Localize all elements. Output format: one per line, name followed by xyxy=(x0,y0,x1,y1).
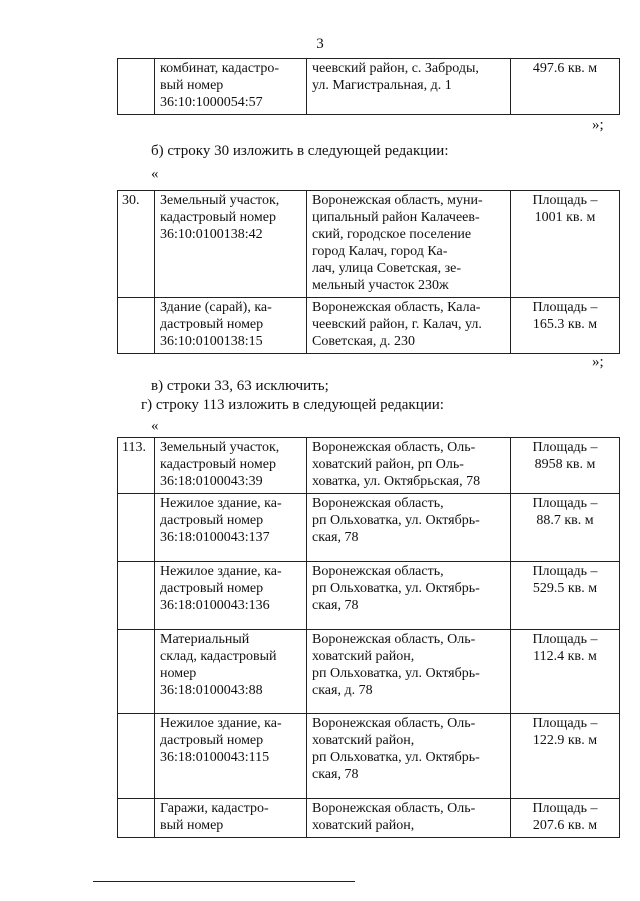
cell-text-line: ская, 78 xyxy=(312,767,359,782)
cell-text-line: Нежилое здание, ка- xyxy=(160,716,282,731)
opening-quote: « xyxy=(151,418,159,434)
cell-text-line: 112.4 кв. м xyxy=(533,649,597,664)
item-v-text: в) строки 33, 63 исключить; xyxy=(151,378,329,394)
footnote-divider xyxy=(93,881,355,882)
table-row xyxy=(118,494,620,562)
cell-text-line: Воронежская область, Кала- xyxy=(312,300,481,315)
cell-text-line: 36:18:0100043:39 xyxy=(160,474,263,489)
cell-text-line: комбинат, кадастро- xyxy=(160,61,280,76)
row-number xyxy=(118,298,155,354)
cell-text-line: дастровый номер xyxy=(160,513,264,528)
cell-text-line: ская, 78 xyxy=(312,598,359,613)
table-continuation xyxy=(117,58,620,115)
cell-text-line: ципальный район Калачеев- xyxy=(312,210,480,225)
cell-text-line: кадастровый номер xyxy=(160,457,276,472)
object-cell xyxy=(155,630,307,714)
area-cell xyxy=(511,562,620,630)
address-cell xyxy=(307,191,511,298)
cell-text-line: Земельный участок, xyxy=(160,440,280,455)
table-row xyxy=(118,630,620,714)
cell-text-line: 36:18:0100043:136 xyxy=(160,598,270,613)
cell-text-line: мельный участок 230ж xyxy=(312,278,449,293)
cell-text-line: Воронежская область, Оль- xyxy=(312,632,476,647)
table-row xyxy=(118,714,620,799)
address-cell xyxy=(307,59,511,115)
cell-text-line: вый номер xyxy=(160,818,224,833)
cell-text-line: Площадь – xyxy=(532,193,598,208)
opening-quote: « xyxy=(151,166,159,182)
table-row-113 xyxy=(117,437,620,838)
cell-text-line: Воронежская область, Оль- xyxy=(312,801,476,816)
cell-text-line: Воронежская область, Оль- xyxy=(312,716,476,731)
row-number xyxy=(118,630,155,714)
cell-text-line: Площадь – xyxy=(532,801,598,816)
cell-text-line: дастровый номер xyxy=(160,317,264,332)
cell-text-line: 122.9 кв. м xyxy=(532,733,598,748)
cell-text-line: рп Ольховатка, ул. Октябрь- xyxy=(312,513,480,528)
cell-text-line: Воронежская область, xyxy=(312,496,444,511)
cell-text-line: ховатский район, xyxy=(312,733,415,748)
object-cell xyxy=(155,59,307,115)
address-cell xyxy=(307,438,511,494)
cell-text-line: 36:10:0100138:42 xyxy=(160,227,263,242)
cell-text-line: Площадь – xyxy=(532,440,598,455)
object-cell xyxy=(155,714,307,799)
cell-text-line: кадастровый номер xyxy=(160,210,276,225)
cell-text-line: рп Ольховатка, ул. Октябрь- xyxy=(312,581,480,596)
cell-text-line: Площадь – xyxy=(532,496,598,511)
cell-text-line: 1001 кв. м xyxy=(534,210,596,225)
row-number xyxy=(118,799,155,838)
cell-text-line: Воронежская область, Оль- xyxy=(312,440,476,455)
cell-text-line: рп Ольховатка, ул. Октябрь- xyxy=(312,666,480,681)
row-number: 113. xyxy=(118,438,155,494)
cell-text-line: ховатский район, xyxy=(312,818,415,833)
area-cell xyxy=(511,630,620,714)
cell-text-line: вый номер xyxy=(160,78,224,93)
closing-quote: »; xyxy=(592,354,604,370)
cell-text-line: Здание (сарай), ка- xyxy=(160,300,272,315)
area-cell xyxy=(511,191,620,298)
table-row xyxy=(118,191,620,298)
cell-text-line: 497.6 кв. м xyxy=(532,61,598,76)
cell-text-line: рп Ольховатка, ул. Октябрь- xyxy=(312,750,480,765)
object-cell xyxy=(155,799,307,838)
object-cell xyxy=(155,298,307,354)
cell-text-line: Площадь – xyxy=(532,564,598,579)
row-number xyxy=(118,714,155,799)
cell-text-line: 165.3 кв. м xyxy=(532,317,598,332)
table-row-30 xyxy=(117,190,620,354)
cell-text-line: 36:18:0100043:115 xyxy=(160,750,270,765)
address-cell xyxy=(307,562,511,630)
table-row xyxy=(118,298,620,354)
object-cell xyxy=(155,191,307,298)
cell-text-line: Воронежская область, xyxy=(312,564,444,579)
cell-text-line: склад, кадастровый xyxy=(160,649,277,664)
address-cell xyxy=(307,630,511,714)
row-number xyxy=(118,562,155,630)
table-row xyxy=(118,799,620,838)
object-cell xyxy=(155,438,307,494)
cell-text-line: ховатский район, xyxy=(312,649,415,664)
cell-text-line: ховатка, ул. Октябрьская, 78 xyxy=(312,474,481,489)
cell-text-line: Нежилое здание, ка- xyxy=(160,564,282,579)
cell-text-line: 88.7 кв. м xyxy=(536,513,594,528)
object-cell xyxy=(155,562,307,630)
item-g-text: г) строку 113 изложить в следующей редакции: xyxy=(141,397,444,413)
cell-text-line: лач, улица Советская, зе- xyxy=(312,261,461,276)
cell-text-line: номер xyxy=(160,666,197,681)
cell-text-line: ул. Магистральная, д. 1 xyxy=(312,78,452,93)
address-cell xyxy=(307,714,511,799)
cell-text-line: 207.6 кв. м xyxy=(532,818,598,833)
address-cell xyxy=(307,298,511,354)
area-cell xyxy=(511,494,620,562)
row-number xyxy=(118,494,155,562)
area-cell xyxy=(511,298,620,354)
cell-text-line: Площадь – xyxy=(532,632,598,647)
cell-text-line: Площадь – xyxy=(532,716,598,731)
cell-text-line: Земельный участок, xyxy=(160,193,280,208)
area-cell xyxy=(511,714,620,799)
cell-text-line: 8958 кв. м xyxy=(534,457,596,472)
cell-text-line: Советская, д. 230 xyxy=(312,334,415,349)
cell-text-line: Материальный xyxy=(160,632,250,647)
closing-quote: »; xyxy=(592,117,604,133)
cell-text-line: ская, д. 78 xyxy=(312,683,373,698)
cell-text-line: ский, городское поселение xyxy=(312,227,472,242)
address-cell xyxy=(307,799,511,838)
page-number: 3 xyxy=(316,36,324,52)
cell-text-line: город Калач, город Ка- xyxy=(312,244,448,259)
cell-text-line: Гаражи, кадастро- xyxy=(160,801,269,816)
object-cell xyxy=(155,494,307,562)
cell-text-line: 36:10:1000054:57 xyxy=(160,95,263,110)
cell-text-line: чеевский район, с. Заброды, xyxy=(312,61,479,76)
cell-text-line: ская, 78 xyxy=(312,530,359,545)
cell-text-line: 529.5 кв. м xyxy=(532,581,598,596)
cell-text-line: Воронежская область, муни- xyxy=(312,193,483,208)
address-cell xyxy=(307,494,511,562)
cell-text-line: чеевский район, г. Калач, ул. xyxy=(312,317,482,332)
cell-text-line: 36:18:0100043:137 xyxy=(160,530,270,545)
area-cell xyxy=(511,799,620,838)
cell-text-line: 36:18:0100043:88 xyxy=(160,683,263,698)
area-cell xyxy=(511,438,620,494)
table-row xyxy=(118,562,620,630)
table-row xyxy=(118,438,620,494)
table-row xyxy=(118,59,620,115)
cell-text-line: 36:10:0100138:15 xyxy=(160,334,263,349)
cell-text-line: ховатский район, рп Оль- xyxy=(312,457,464,472)
cell-text-line: Площадь – xyxy=(532,300,598,315)
cell-text-line: дастровый номер xyxy=(160,733,264,748)
cell-text-line: дастровый номер xyxy=(160,581,264,596)
row-number xyxy=(118,59,155,115)
cell-text-line: Нежилое здание, ка- xyxy=(160,496,282,511)
item-b-text: б) строку 30 изложить в следующей редакции: xyxy=(151,143,449,159)
row-number: 30. xyxy=(118,191,155,298)
area-cell xyxy=(511,59,620,115)
